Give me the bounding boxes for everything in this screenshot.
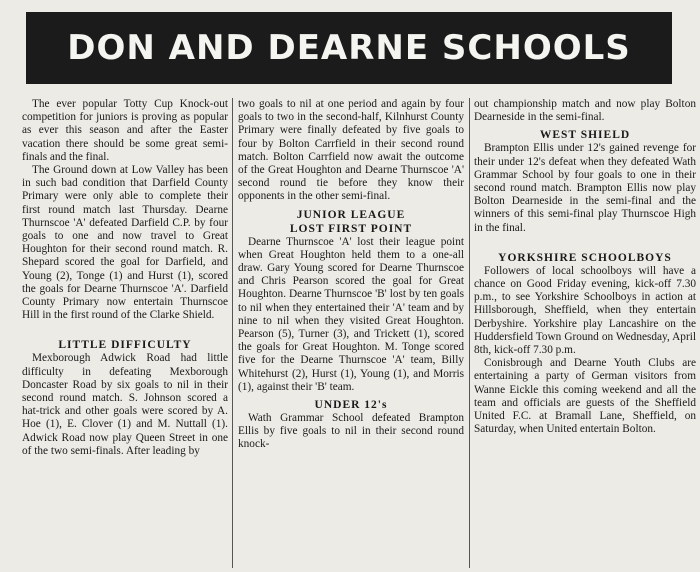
column-1 [22,98,228,568]
article-paragraph: The Ground down at Low Valley has been in such bad condition that Darfield County Primary were only able to complete their first round match last Thursday. Dearne Thurnscoe 'A' defeated Darfield C.P. by four goals to one and now travel to Great Houghton for their second round match. R. Shepard scored the goal for Darfield, and Young (2), Tonge (1) and Hurst (1), scored the goals for Dearne Thurnscoe 'A'. Darfield County Primary now entertain Thurnscoe Hill in the first round of the Clarke Shield. [22,164,228,322]
subheading-junior-league: JUNIOR LEAGUE [296,208,406,221]
column-3 [474,98,696,568]
column-gap [22,322,228,334]
article-paragraph: two goals to nil at one period and again by four goals to two in the second-half, Kilnhurst County Primary were finally defeated by five goals to four by Bolton Carrfield in their second round match. Bolton Carrfield now await the outcome of the Great Houghton and Dearne Thurnscoe 'A' second round tie before they know their opponents in the other semi-final. [238,98,464,203]
column-rule [469,98,470,568]
subheading-little-difficulty: LITTLE DIFFICULTY [58,339,192,352]
article-paragraph: The ever popular Totty Cup Knock-out competition for juniors is proving as popular as ever this season and after the Easter vacation there should be some great semi-finals and the final. [22,98,228,163]
subheading-yorkshire-schoolboys: YORKSHIRE SCHOOLBOYS [498,251,672,264]
subheading-west-shield: WEST SHIELD [539,129,631,142]
article-paragraph: Dearne Thurnscoe 'A' lost their league point when Great Houghton held them to a one-all draw. Gary Young scored for Dearne Thurnscoe and Chris Pearson scored the goal for Great Houghton. Dearne Thurnscoe 'B' lost by ten goals to nil when they entertained their 'A' team and by nine to nil when they visited Great Houghton. Pearson (5), Turner (3), and Trickett (1), scored the goals for Great Houghton. M. Tonge scored five for the Dearne Thurnscoe 'A' team, Billy Whitehurst (2), Hurst (1), Young (1), and Morris (1), against their 'B' team. [238,235,464,393]
column-gap [474,235,696,247]
article-paragraph: Conisbrough and Dearne Youth Clubs are entertaining a party of German visitors from Wanne Eickle this coming weekend and all the team and officials are guests of the Sheffield United F.C. at Bramall Lane, Sheffield, on Saturday, when United entertain Bolton. [474,357,696,436]
article-paragraph: Followers of local schoolboys will have a chance on Good Friday evening, kick-off 7.30 p.m., to see Yorkshire Schoolboys in action at Hillsborough, Sheffield, when they entertain Derbyshire. Yorkshire play Lancashire on the Huddersfield Town Ground on Wednesday, April 8th, kick-off 7.30 p.m. [474,264,696,357]
article-paragraph: Wath Grammar School defeated Brampton Ellis by five goals to nil in their second round knock- [238,412,464,451]
article-paragraph: Brampton Ellis under 12's gained revenge for their under 12's defeat when they defeated Wath Grammar School by four goals to one in their second round match. Brampton Ellis now play Bolton Dearneside in the semi-final and the winners of this semi-final play Thurnscoe High in the final. [474,142,696,234]
column-2 [238,98,464,568]
column-rule [232,98,233,568]
subheading-lost-first-point: LOST FIRST POINT [289,222,413,235]
article-paragraph: out championship match and now play Bolton Dearneside in the semi-final. [474,98,696,124]
subheading-under-12s: UNDER 12's [314,399,388,412]
headline: DON AND DEARNE SCHOOLS [67,28,631,68]
article-paragraph: Mexborough Adwick Road had little difficulty in defeating Mexborough Doncaster Road by six goals to nil in their second round match. S. Johnson scored a hat-trick and other goals were scored by A. Hoe (1), E. Clover (1) and M. Nuttall (1). Adwick Road now play Queen Street in one of the two semi-finals. After leading by [22,352,228,457]
headline-banner [26,12,672,84]
